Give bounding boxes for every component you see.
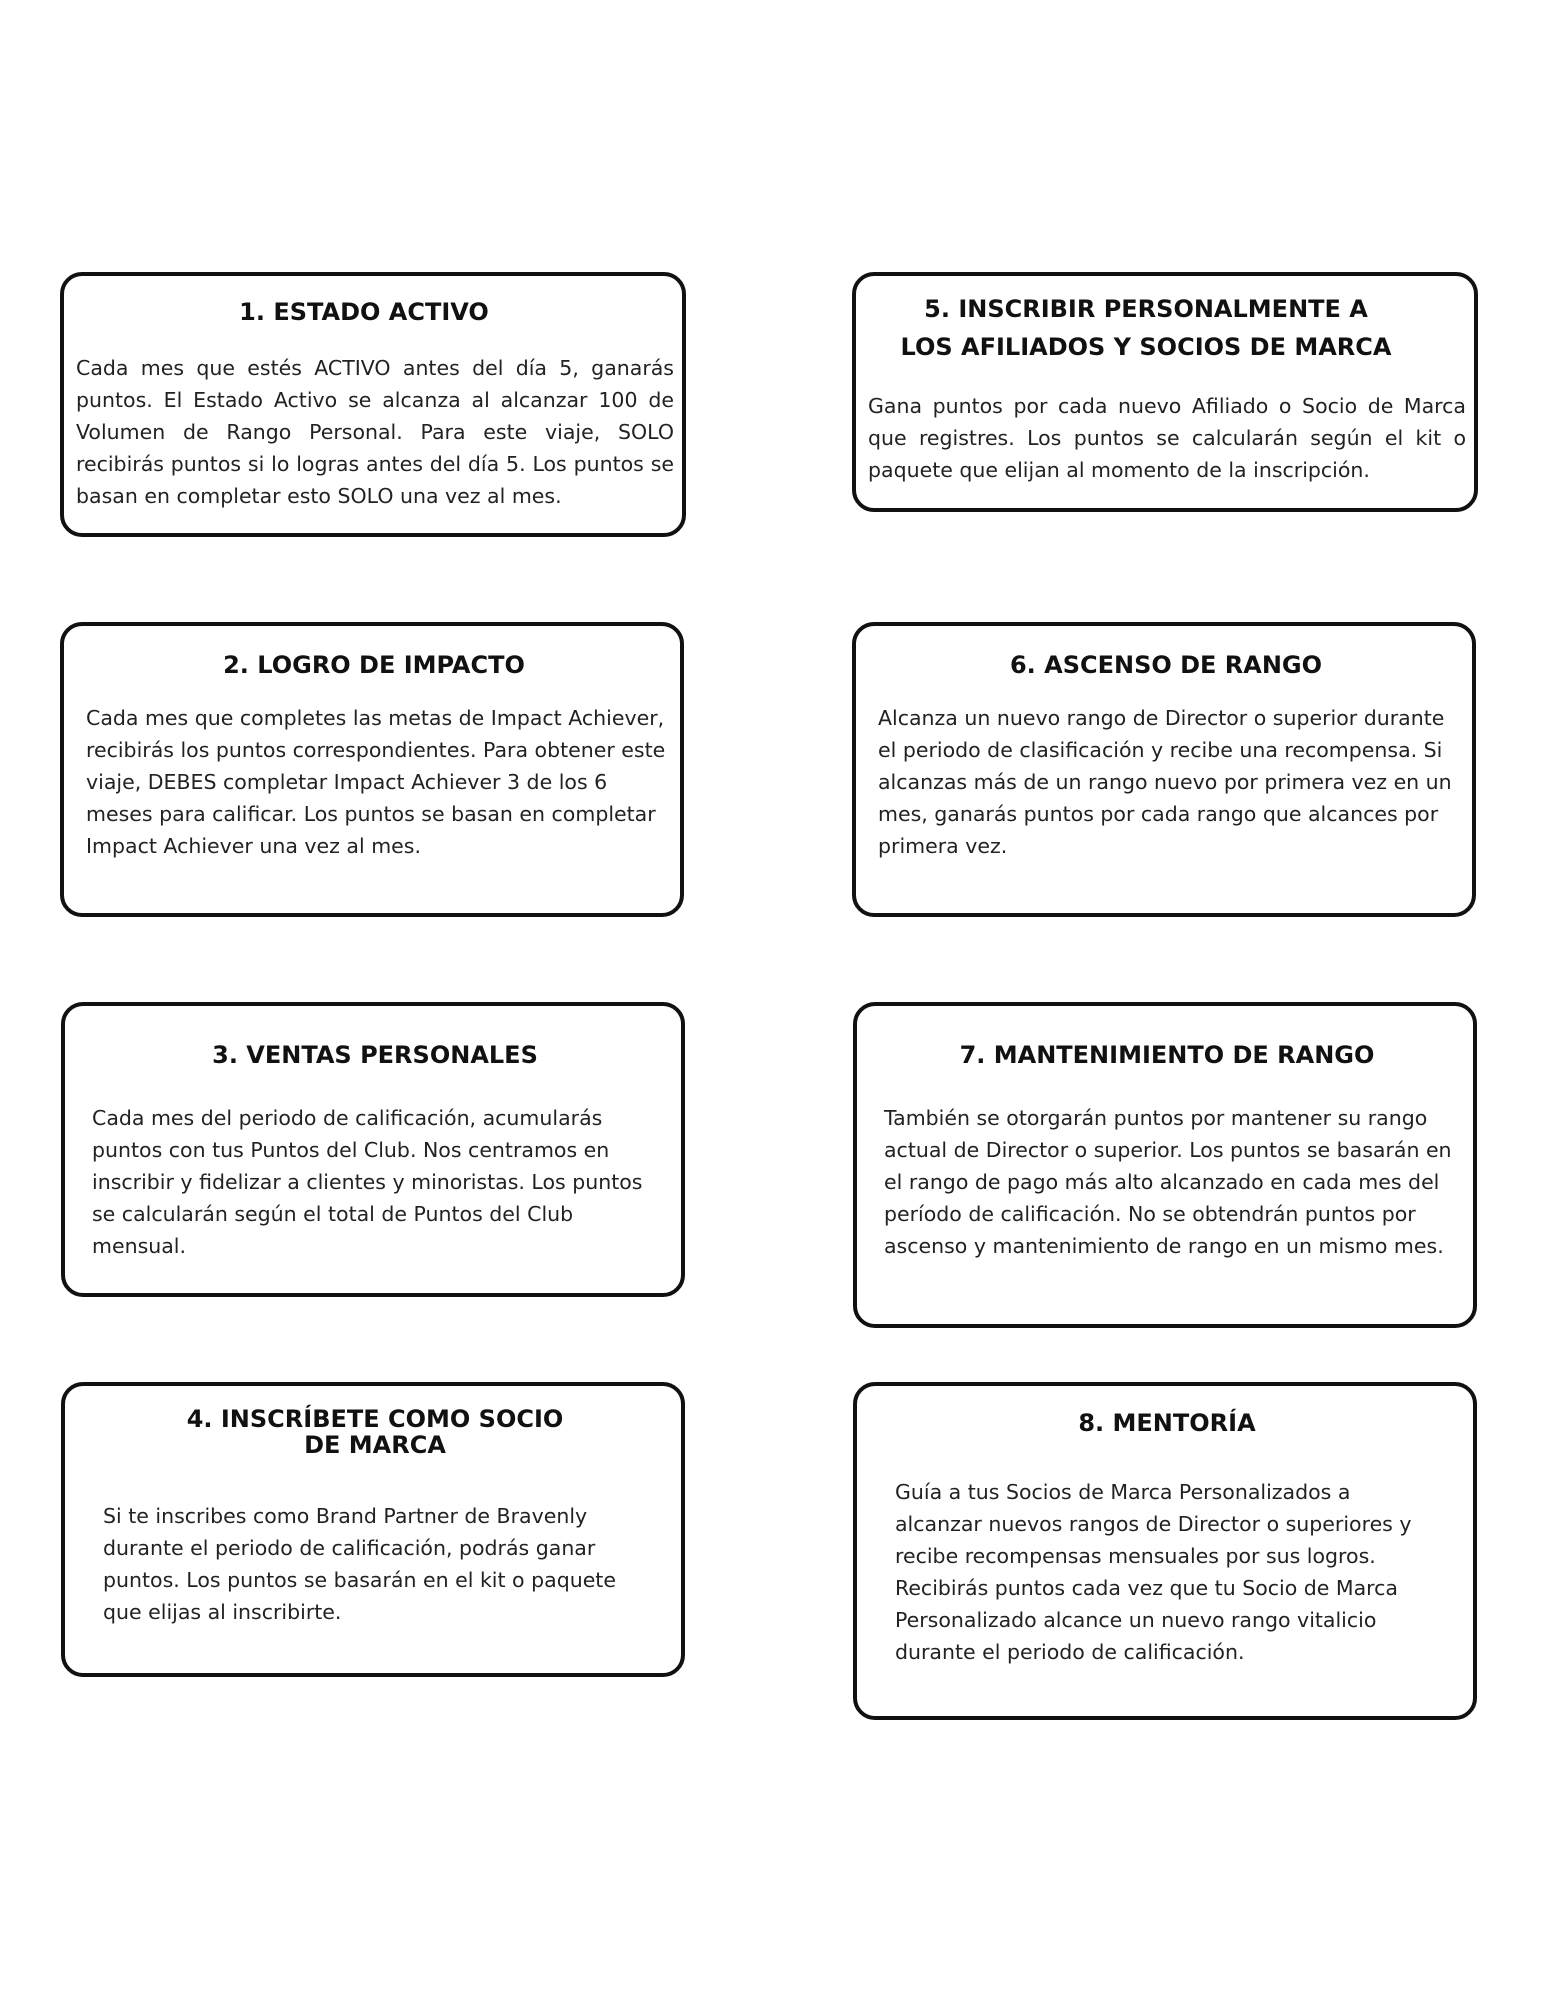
card-ascenso-de-rango (852, 622, 1476, 917)
card-logro-de-impacto (60, 622, 684, 917)
card-estado-activo (60, 272, 686, 537)
card-body: Alcanza un nuevo rango de Director o superior durante el periodo de clasificación y recibe una recompensa. Si alcanzas más de un rango nuevo por primera vez en un mes, ganarás puntos por cada rango que alcances por primera vez. (878, 706, 1452, 858)
card-title: 1. ESTADO ACTIVO (239, 298, 489, 326)
card-title: 5. INSCRIBIR PERSONALMENTE A LOS AFILIADOS Y SOCIOS DE MARCA (900, 295, 1392, 361)
card-body: También se otorgarán puntos por mantener su rango actual de Director o superior. Los puntos se basarán en el rango de pago más alto alcanzado en cada mes del período de calificación. No se obtendrán puntos por ascenso y mantenimiento de rango en un mismo mes. (884, 1106, 1452, 1258)
card-inscribir-afiliados (852, 272, 1478, 512)
card-title: 3. VENTAS PERSONALES (212, 1041, 538, 1069)
card-title: 4. INSCRÍBETE COMO SOCIO DE MARCA (186, 1405, 564, 1459)
card-body: Cada mes que estés ACTIVO antes del día 5, ganarás puntos. El Estado Activo se alcanza al alcanzar 100 de Volumen de Rango Personal. Para este viaje, SOLO recibirás puntos si lo logras antes del día 5. Los puntos se basan en completar esto SOLO una vez al mes. (76, 356, 674, 508)
card-body: Gana puntos por cada nuevo Afiliado o Socio de Marca que registres. Los puntos se calcularán según el kit o paquete que elijan al momento de la inscripción. (868, 394, 1466, 482)
card-inscribete-socio-de-marca (61, 1382, 685, 1677)
card-body: Guía a tus Socios de Marca Personalizados a alcanzar nuevos rangos de Director o superiores y recibe recompensas mensuales por sus logros. Recibirás puntos cada vez que tu Socio de Marca Personalizado alcance un nuevo rango vitalicio durante el periodo de calificación. (895, 1480, 1412, 1664)
card-title: 2. LOGRO DE IMPACTO (223, 651, 525, 679)
card-body: Cada mes que completes las metas de Impact Achiever, recibirás los puntos correspondientes. Para obtener este viaje, DEBES completar Impact Achiever 3 de los 6 meses para calificar. Los puntos se basan en completar Impact Achiever una vez al mes. (86, 706, 666, 858)
card-title: 6. ASCENSO DE RANGO (1009, 651, 1323, 679)
card-title: 8. MENTORÍA (1078, 1409, 1256, 1437)
card-body: Cada mes del periodo de calificación, acumularás puntos con tus Puntos del Club. Nos centramos en inscribir y fidelizar a clientes y minoristas. Los puntos se calcularán según el total de Puntos del Club mensual. (92, 1106, 643, 1258)
card-body: Si te inscribes como Brand Partner de Bravenly durante el periodo de calificación, podrás ganar puntos. Los puntos se basarán en el kit o paquete que elijas al inscribirte. (103, 1504, 616, 1624)
card-mentoria (853, 1382, 1477, 1720)
card-ventas-personales (61, 1002, 685, 1297)
card-title: 7. MANTENIMIENTO DE RANGO (959, 1041, 1375, 1069)
card-mantenimiento-de-rango (853, 1002, 1477, 1328)
